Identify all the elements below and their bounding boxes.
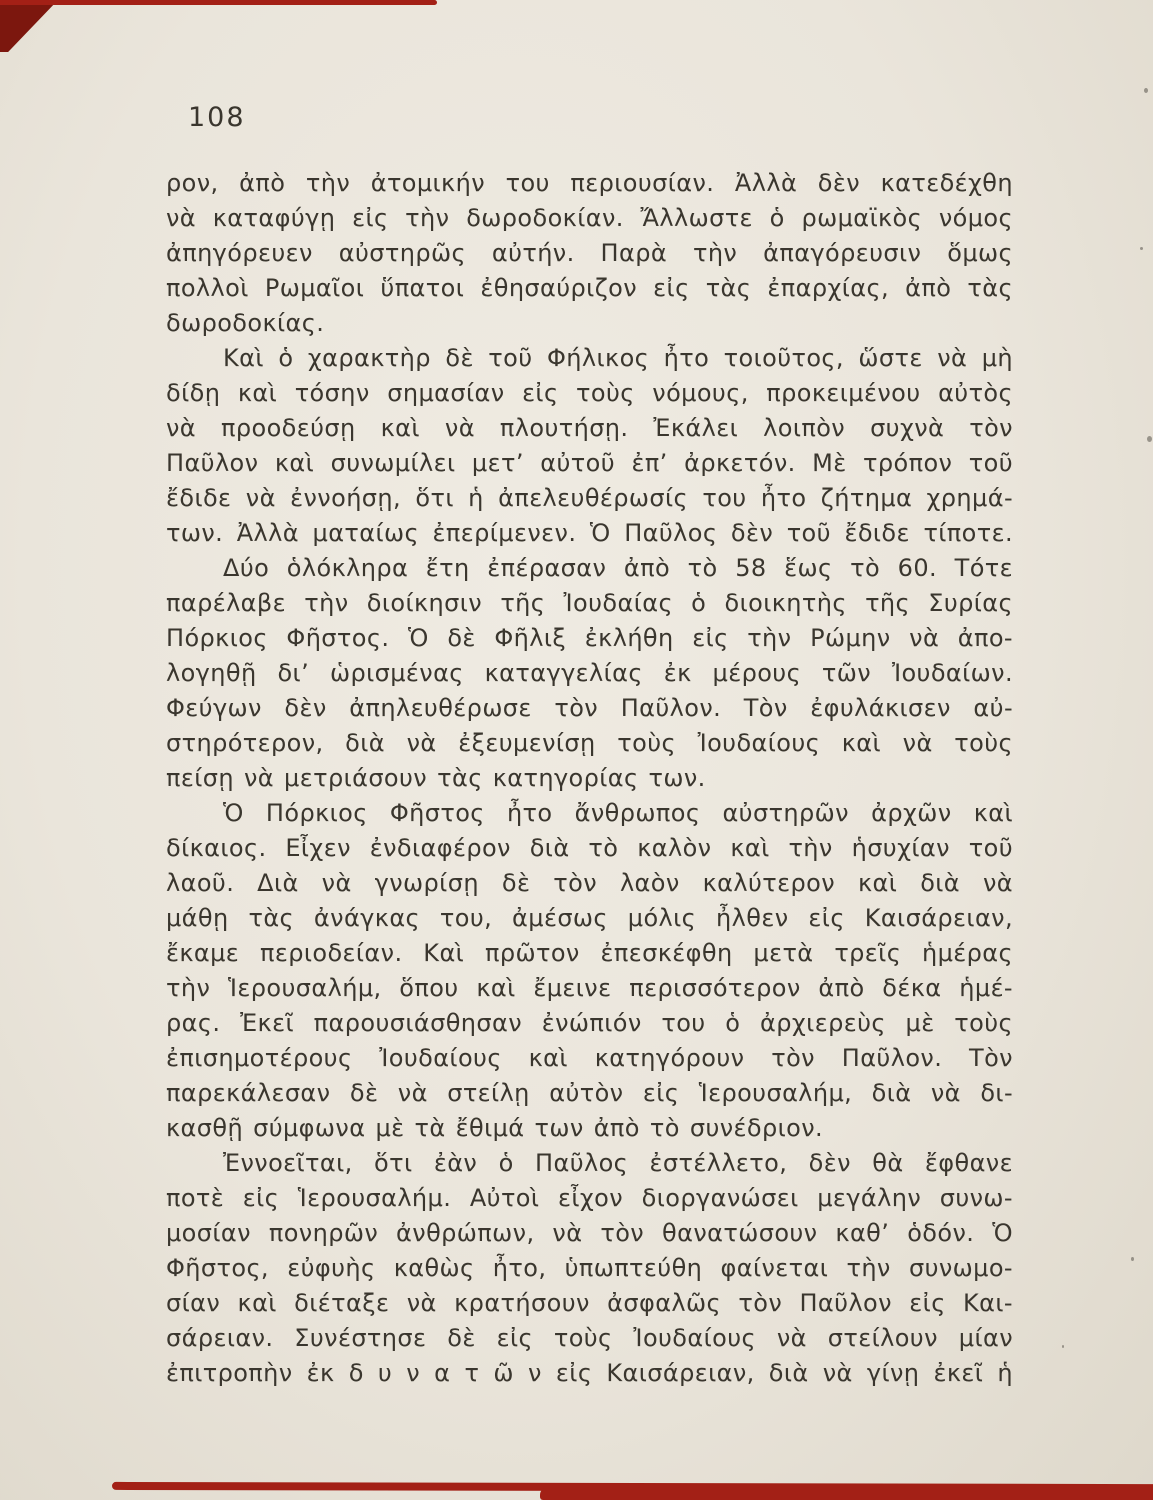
text-line: Ἐννοεῖται, ὅτι ἐὰν ὁ Παῦλος ἐστέλλετο, δὲν θὰ ἔφθανε xyxy=(223,1149,1013,1177)
scan-artifact-bottom-strip-2 xyxy=(540,1487,1153,1500)
text-line: ἐπισημοτέρους Ἰουδαίους καὶ κατηγόρουν τὸν Παῦλον. Τὸν xyxy=(166,1044,1013,1072)
text-line: δίκαιος. Εἶχεν ἐνδιαφέρον διὰ τὸ καλὸν καὶ τὴν ἡσυχίαν τοῦ xyxy=(166,834,1013,862)
paragraph xyxy=(166,166,1013,341)
text-line: ἐπιτροπὴν ἐκ δ υ ν α τ ῶ ν εἰς Καισάρειαν, διὰ νὰ γίνῃ ἐκεῖ ἡ xyxy=(166,1359,1013,1387)
text-line: κασθῇ σύμφωνα μὲ τὰ ἔθιμά των ἀπὸ τὸ συνέδριον. xyxy=(166,1114,824,1142)
text-line: Φεύγων δὲν ἀπηλευθέρωσε τὸν Παῦλον. Τὸν ἐφυλάκισεν αὐ- xyxy=(166,694,1013,722)
text-line: μάθῃ τὰς ἀνάγκας του, ἀμέσως μόλις ἦλθεν εἰς Καισάρειαν, xyxy=(166,904,1013,932)
text-line: τὴν Ἱερουσαλήμ, ὅπου καὶ ἔμεινε περισσότερον ἀπὸ δέκα ἡμέ- xyxy=(166,974,1013,1002)
text-line: δωροδοκίας. xyxy=(166,309,325,337)
text-line: πολλοὶ Ρωμαῖοι ὕπατοι ἐθησαύριζον εἰς τὰς ἐπαρχίας, ἀπὸ τὰς xyxy=(166,274,1013,302)
scan-artifact-top-strip xyxy=(0,0,437,5)
text-line: ἔδιδε νὰ ἐννοήσῃ, ὅτι ἡ ἀπελευθέρωσίς του ἦτο ζήτημα χρημά- xyxy=(166,484,1013,512)
text-line: πείσῃ νὰ μετριάσουν τὰς κατηγορίας των. xyxy=(166,764,706,792)
text-line: των. Ἀλλὰ ματαίως ἐπερίμενεν. Ὁ Παῦλος δὲν τοῦ ἔδιδε τίποτε. xyxy=(166,519,1013,547)
text-line: λογηθῇ δι’ ὡρισμένας καταγγελίας ἐκ μέρους τῶν Ἰουδαίων. xyxy=(166,659,1013,687)
text-line: Ὁ Πόρκιος Φῆστος ἦτο ἄνθρωπος αὐστηρῶν ἀρχῶν καὶ xyxy=(223,799,1013,827)
text-block xyxy=(166,166,1013,1391)
text-line: Δύο ὁλόκληρα ἔτη ἐπέρασαν ἀπὸ τὸ 58 ἕως τὸ 60. Τότε xyxy=(223,554,1013,582)
text-line: Παῦλον καὶ συνωμίλει μετ’ αὐτοῦ ἐπ’ ἀρκετόν. Μὲ τρόπον τοῦ xyxy=(166,449,1013,477)
text-line: σίαν καὶ διέταξε νὰ κρατήσουν ἀσφαλῶς τὸν Παῦλον εἰς Και- xyxy=(166,1289,1013,1317)
scan-speck xyxy=(1062,1345,1064,1348)
text-line: Φῆστος, εὐφυὴς καθὼς ἦτο, ὑπωπτεύθη φαίνεται τὴν συνωμο- xyxy=(166,1254,1013,1282)
text-line: λαοῦ. Διὰ νὰ γνωρίσῃ δὲ τὸν λαὸν καλύτερον καὶ διὰ νὰ xyxy=(166,869,1013,897)
scan-speck xyxy=(1147,436,1152,442)
paragraph xyxy=(166,1146,1013,1391)
text-line: μοσίαν πονηρῶν ἀνθρώπων, νὰ τὸν θανατώσουν καθ’ ὁδόν. Ὁ xyxy=(166,1219,1013,1247)
text-line: Πόρκιος Φῆστος. Ὁ δὲ Φῆλιξ ἐκλήθη εἰς τὴν Ρώμην νὰ ἀπο- xyxy=(166,624,1013,652)
text-line: ἔκαμε περιοδείαν. Καὶ πρῶτον ἐπεσκέφθη μετὰ τρεῖς ἡμέρας xyxy=(166,939,1013,967)
paragraph xyxy=(166,341,1013,551)
text-line: παρεκάλεσαν δὲ νὰ στείλῃ αὐτὸν εἰς Ἱερουσαλήμ, διὰ νὰ δι- xyxy=(166,1079,1013,1107)
paragraph xyxy=(166,796,1013,1146)
text-line: ρας. Ἐκεῖ παρουσιάσθησαν ἐνώπιόν του ὁ ἀρχιερεὺς μὲ τοὺς xyxy=(166,1009,1013,1037)
paragraph xyxy=(166,551,1013,796)
scan-speck xyxy=(1131,1257,1134,1261)
text-line: σάρειαν. Συνέστησε δὲ εἰς τοὺς Ἰουδαίους νὰ στείλουν μίαν xyxy=(166,1324,1013,1352)
text-line: παρέλαβε τὴν διοίκησιν τῆς Ἰουδαίας ὁ διοικητὴς τῆς Συρίας xyxy=(166,589,1013,617)
page-number: 108 xyxy=(188,102,246,133)
text-line: ἀπηγόρευεν αὐστηρῶς αὐτήν. Παρὰ τὴν ἀπαγόρευσιν ὅμως xyxy=(166,239,1013,267)
scan-artifact-corner-mark xyxy=(0,0,58,52)
text-line: ρον, ἀπὸ τὴν ἀτομικήν του περιουσίαν. Ἀλλὰ δὲν κατεδέχθη xyxy=(166,169,1013,197)
scan-speck xyxy=(1144,88,1148,93)
scan-speck xyxy=(1140,247,1143,250)
text-line: Καὶ ὁ χαρακτὴρ δὲ τοῦ Φήλικος ἦτο τοιοῦτος, ὥστε νὰ μὴ xyxy=(223,344,1013,372)
text-line: δίδῃ καὶ τόσην σημασίαν εἰς τοὺς νόμους, προκειμένου αὐτὸς xyxy=(166,379,1013,407)
text-line: ποτὲ εἰς Ἱερουσαλήμ. Αὐτοὶ εἶχον διοργανώσει μεγάλην συνω- xyxy=(166,1184,1013,1212)
text-line: στηρότερον, διὰ νὰ ἐξευμενίσῃ τοὺς Ἰουδαίους καὶ νὰ τοὺς xyxy=(166,729,1013,757)
text-line: νὰ καταφύγῃ εἰς τὴν δωροδοκίαν. Ἄλλωστε ὁ ρωμαϊκὸς νόμος xyxy=(166,204,1013,232)
text-line: νὰ προοδεύσῃ καὶ νὰ πλουτήσῃ. Ἐκάλει λοιπὸν συχνὰ τὸν xyxy=(166,414,1013,442)
